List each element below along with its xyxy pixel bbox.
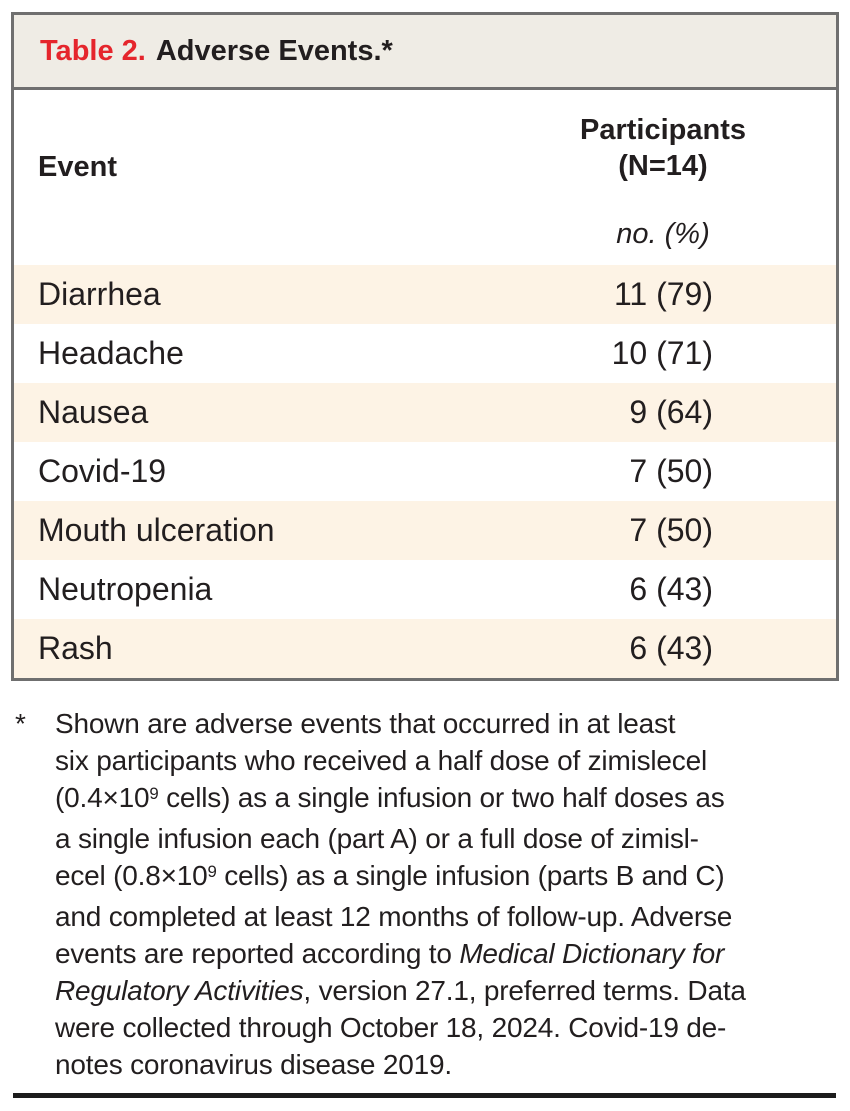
footnote-line: were collected through October 18, 2024. Covid-19 de- xyxy=(55,1012,727,1043)
bottom-rule xyxy=(13,1093,836,1098)
event-cell: Nausea xyxy=(38,394,149,430)
participants-line1: Participants xyxy=(580,114,746,146)
value-cell: 6 (43) xyxy=(629,571,713,607)
value-cell: 7 (50) xyxy=(629,453,713,489)
participants-line2: (N=14) xyxy=(618,150,708,182)
footnote-lines xyxy=(55,705,839,1083)
units-spacer xyxy=(14,218,556,251)
footnote-line: ecel ($0.8\times 10^9$ cells) as a single infusion (parts B and C) xyxy=(55,860,725,891)
table-title: Adverse Events.* xyxy=(155,34,393,67)
table-row xyxy=(14,501,836,560)
table-body xyxy=(14,265,836,678)
column-header-area xyxy=(14,90,836,251)
table-row xyxy=(14,324,836,383)
footnote-line: a single infusion each (part A) or a full dose of zimisl- xyxy=(55,823,699,854)
event-cell: Covid-19 xyxy=(38,453,167,489)
table-row xyxy=(14,442,836,501)
footnote-line: events are reported according to Medical Dictionary for xyxy=(55,938,725,969)
table-label: Table 2. xyxy=(40,34,146,67)
footnote-line: and completed at least 12 months of follow-up. Adverse xyxy=(55,901,733,932)
table-header-band xyxy=(14,15,836,90)
table-row xyxy=(14,383,836,442)
footnote-line: six participants who received a half dose of zimislecel xyxy=(55,745,707,776)
event-cell: Diarrhea xyxy=(38,276,161,312)
value-cell: 9 (64) xyxy=(629,394,713,430)
value-cell: 7 (50) xyxy=(629,512,713,548)
units-label: no. (%) xyxy=(616,218,710,250)
value-cell: 11 (79) xyxy=(613,276,713,312)
footnote-marker: * xyxy=(15,708,26,739)
table-row xyxy=(14,619,836,678)
event-cell: Headache xyxy=(38,335,184,371)
value-cell: 10 (71) xyxy=(611,335,713,371)
units-row xyxy=(14,218,836,251)
column-header-participants xyxy=(556,112,770,184)
value-cell: 6 (43) xyxy=(629,630,713,666)
column-header-event: Event xyxy=(38,151,117,183)
footnote-line: Shown are adverse events that occurred in at least xyxy=(55,708,676,739)
footnote-line: Regulatory Activities, version 27.1, preferred terms. Data xyxy=(55,975,746,1006)
event-cell: Mouth ulceration xyxy=(38,512,275,548)
table-row xyxy=(14,560,836,619)
event-cell: Neutropenia xyxy=(38,571,213,607)
table-card xyxy=(11,12,839,681)
column-header-row xyxy=(14,112,836,184)
footnote xyxy=(11,705,839,1083)
table-row xyxy=(14,265,836,324)
footnote-line: ($0.4\times 10^9$ cells) as a single infusion or two half doses as xyxy=(55,782,725,813)
footnote-line: notes coronavirus disease 2019. xyxy=(55,1049,452,1080)
event-cell: Rash xyxy=(38,630,113,666)
